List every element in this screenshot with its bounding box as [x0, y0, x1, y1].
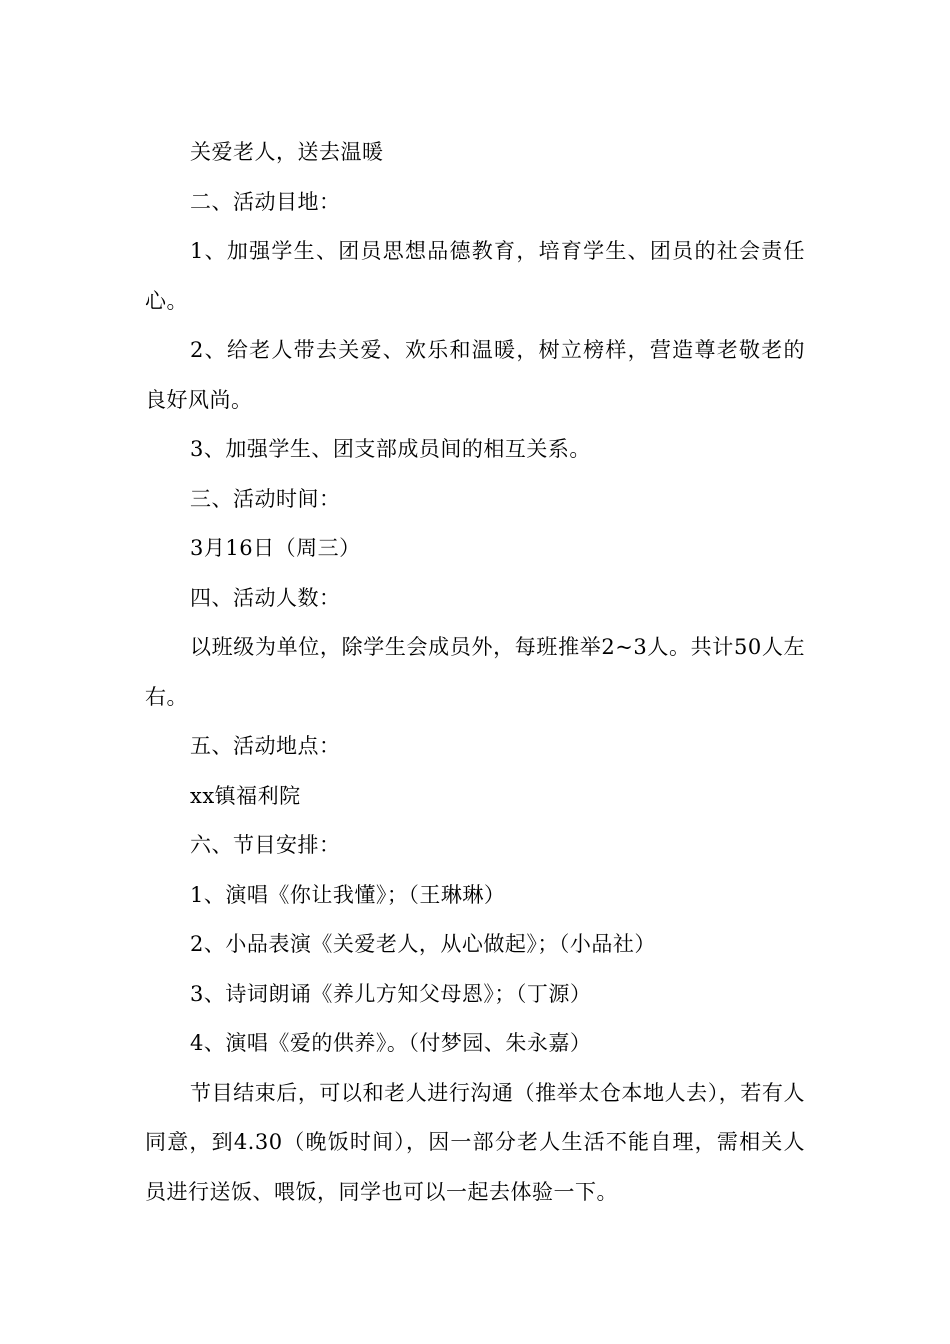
program-item-1: 1、演唱《你让我懂》；（王琳琳） [190, 882, 506, 907]
program-item-2: 2、小品表演《关爱老人，从心做起》；（小品社） [190, 932, 656, 956]
closing-paragraph: 节目结束后，可以和老人进行沟通（推举太仓本地人去），若有人同意，到4.30（晚饭时间），因一部分老人生活不能自理，需相关人员进行送饭、喂饭，同学也可以一起去体验一下。 [145, 1080, 805, 1204]
document-body [145, 128, 805, 1217]
section-heading-location: 五、活动地点： [190, 734, 341, 758]
section-heading-purpose: 二、活动目地： [190, 189, 341, 214]
purpose-item-1: 1、加强学生、团员思想品德教育，培育学生、团员的社会责任心。 [145, 239, 805, 313]
section-heading-time: 三、活动时间： [190, 486, 341, 511]
section-heading-participants: 四、活动人数： [190, 585, 341, 610]
participants-text: 以班级为单位，除学生会成员外，每班推举2~3人。共计50人左右。 [145, 635, 805, 709]
section-heading-program: 六、节目安排： [190, 833, 341, 857]
purpose-item-3: 3、加强学生、团支部成员间的相互关系。 [190, 437, 591, 461]
activity-date: 3月16日（周三） [190, 536, 361, 560]
purpose-item-2: 2、给老人带去关爱、欢乐和温暖，树立榜样，营造尊老敬老的良好风尚。 [145, 338, 805, 412]
program-item-4: 4、演唱《爱的供养》。（付梦园、朱永嘉） [190, 1031, 592, 1055]
activity-location: xx镇福利院 [190, 783, 301, 808]
program-item-3: 3、诗词朗诵《养儿方知父母恩》；（丁源） [190, 981, 592, 1006]
heading-theme: 关爱老人，送去温暖 [190, 140, 384, 164]
